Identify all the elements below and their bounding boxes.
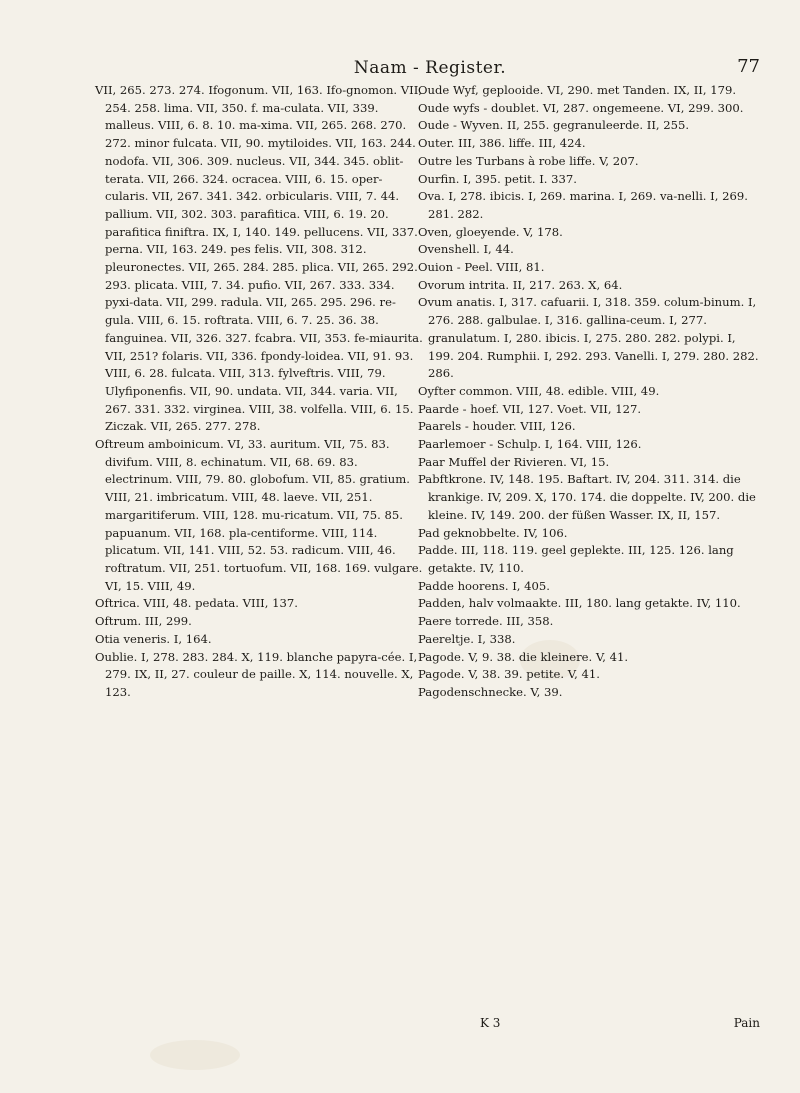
index-entry: Pad geknobbelte. IV, 106. bbox=[418, 525, 568, 540]
index-entry: Ovum anatis. I, 317. cafuarii. I, 318. 359. colum-binum. I, 276. 288. galbulae. I, 316. gallina-ceum. I, 277. granulatum. I, 280. ibicis. I, 275. 280. 282. polypi. I, 199. 204. Rumphii. I, 292. 293. Vanelli. I, 279. 280. 282. 286. bbox=[418, 295, 759, 381]
index-entry: Otia veneris. I, 164. bbox=[95, 631, 212, 646]
index-entry: Oude Wyf, geplooide. VI, 290. met Tanden. IX, II, 179. bbox=[418, 83, 737, 97]
signature-mark: K 3 bbox=[480, 1016, 501, 1030]
index-entry: Ovorum intrita. II, 217. 263. X, 64. bbox=[418, 277, 623, 292]
index-entry: Padden, halv volmaakte. III, 180. lang getakte. IV, 110. bbox=[418, 596, 741, 611]
index-entry: Oude wyfs - doublet. VI, 287. ongemeene. VI, 299. 300. bbox=[418, 100, 744, 115]
index-entry: Ovenshell. I, 44. bbox=[418, 242, 514, 257]
index-entry: Oftreum amboinicum. VI, 33. auritum. VII, 75. 83. divifum. VIII, 8. echinatum. VII, 68. 69. 83. electrinum. VIII, 79. 80. globofum. VII, 85. gratium. VIII, 21. imbricatum. VIII, 48. laeve. VII, 251. margaritiferum. VIII, 128. mu-ricatum. VII, 75. 85. papuanum. VII, 168. pla-centiforme. VIII, 114. plicatum. VII, 141. VIII, 52. 53. radicum. VIII, 46. roftratum. VII, 251. tortuofum. VII, 168. 169. vulgare. VI, 15. VIII, 49. bbox=[95, 437, 423, 593]
index-entry: Outre les Turbans à robe liffe. V, 207. bbox=[418, 153, 639, 168]
index-entry: Pabftkrone. IV, 148. 195. Baftart. IV, 204. 311. 314. die krankige. IV, 209. X, 170. 174. die doppelte. IV, 200. die kleine. IV, 149. 200. der füßen Wasser. IX, II, 157. bbox=[418, 472, 756, 522]
index-entry: Ova. I, 278. ibicis. I, 269. marina. I, 269. va-nelli. I, 269. 281. 282. bbox=[418, 189, 748, 221]
left-column bbox=[95, 82, 425, 702]
running-head: Naam - Register. bbox=[353, 58, 507, 78]
index-entry: Paarlemoer - Schulp. I, 164. VIII, 126. bbox=[418, 437, 642, 452]
paper-stain bbox=[150, 1040, 240, 1070]
index-entry: Padde. III, 118. 119. geel geplekte. III, 125. 126. lang getakte. IV, 110. bbox=[418, 543, 734, 575]
index-entry: Pagode. V, 38. 39. petite. V, 41. bbox=[418, 667, 600, 682]
page-header bbox=[100, 56, 760, 82]
index-entry: Oublie. I, 278. 283. 284. X, 119. blanche papyra-cée. I, 279. IX, II, 27. couleur de paille. X, 114. nouvelle. X, 123. bbox=[95, 649, 418, 699]
page-footer bbox=[450, 1016, 760, 1036]
index-entry: Ouion - Peel. VIII, 81. bbox=[418, 260, 545, 275]
index-entry: Pagode. V, 9. 38. die kleinere. V, 41. bbox=[418, 649, 629, 664]
index-entry: Oyfter common. VIII, 48. edible. VIII, 49. bbox=[418, 383, 660, 398]
index-entry: Oftrica. VIII, 48. pedata. VIII, 137. bbox=[95, 596, 298, 611]
index-entry: Pagodenschnecke. V, 39. bbox=[418, 684, 563, 699]
catchword: Pain bbox=[733, 1016, 760, 1030]
index-entry: Outer. III, 386. liffe. III, 424. bbox=[418, 136, 586, 151]
page-number: 77 bbox=[737, 56, 760, 77]
index-entry: Paar Muffel der Rivieren. VI, 15. bbox=[418, 454, 610, 469]
index-entry: Ourfin. I, 395. petit. I. 337. bbox=[418, 171, 577, 186]
index-entry: Oftrum. III, 299. bbox=[95, 614, 192, 629]
index-entry: Paereltje. I, 338. bbox=[418, 631, 516, 646]
index-entry: Oven, gloeyende. V, 178. bbox=[418, 224, 563, 239]
right-column bbox=[418, 82, 763, 702]
index-entry: Paarde - hoef. VII, 127. Voet. VII, 127. bbox=[418, 401, 642, 416]
index-entry: Paarels - houder. VIII, 126. bbox=[418, 419, 576, 434]
index-entry: Paere torrede. III, 358. bbox=[418, 614, 554, 629]
index-entry: VII, 265. 273. 274. Ifogonum. VII, 163. Ifo-gnomon. VII, 254. 258. lima. VII, 350. f. ma-culata. VII, 339. malleus. VIII, 6. 8. 10. ma-xima. VII, 265. 268. 270. 272. minor fulcata. VII, 90. mytiloides. VII, 163. 244. nodofa. VII, 306. 309. nucleus. VII, 344. 345. oblit-terata. VII, 266. 324. ocracea. VIII, 6. 15. oper-cularis. VII, 267. 341. 342. orbicularis. VIII, 7. 44. pallium. VII, 302. 303. parafitica. VIII, 6. 19. 20. parafitica finiftra. IX, I, 140. 149. pellucens. VII, 337. perna. VII, 163. 249. pes felis. VII, 308. 312. pleuronectes. VII, 265. 284. 285. plica. VII, 265. 292. 293. plicata. VIII, 7. 34. pufio. VII, 267. 333. 334. pyxi-data. VII, 299. radula. VII, 265. 295. 296. re-gula. VIII, 6. 15. roftrata. VIII, 6. 7. 25. 36. 38. fanguinea. VII, 326. 327. fcabra. VII, 353. fe-miaurita. VII, 251? folaris. VII, 336. fpondy-loidea. VII, 91. 93. VIII, 6. 28. fulcata. VIII, 313. fylveftris. VIII, 79. Ulyfiponenfis. VII, 90. undata. VII, 344. varia. VII, 267. 331. 332. virginea. VIII, 38. volfella. VIII, 6. 15. Ziczak. VII, 265. 277. 278. bbox=[95, 83, 423, 434]
index-entry: Oude - Wyven. II, 255. gegranuleerde. II, 255. bbox=[418, 118, 690, 133]
index-entry: Padde hoorens. I, 405. bbox=[418, 578, 550, 593]
